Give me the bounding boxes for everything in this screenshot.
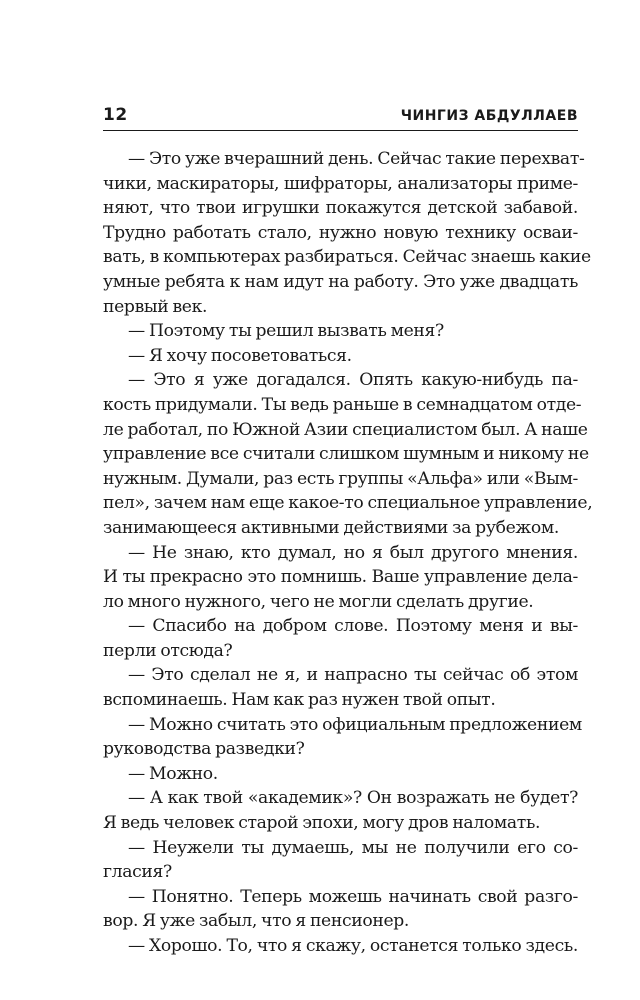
text-line: — Хорошо. То, что я скажу, останется только здесь. bbox=[128, 936, 578, 956]
running-head-author: ЧИНГИЗ АБДУЛЛАЕВ bbox=[400, 108, 578, 124]
text-line: нужным. Думали, раз есть группы «Альфа» или «Вым- bbox=[103, 468, 578, 489]
text-line: — Понятно. Теперь можешь начинать свой разго- bbox=[128, 886, 578, 907]
text-line: — Можно. bbox=[128, 763, 218, 784]
text-line: перли отсюда? bbox=[103, 640, 233, 661]
text-line: чики, маскираторы, шифраторы, анализаторы приме- bbox=[103, 173, 578, 194]
text-line: пел», зачем нам еще какое-то специальное управление, bbox=[103, 493, 593, 514]
text-line: — Это сделал не я, и напрасно ты сейчас об этом bbox=[128, 665, 578, 686]
header-rule bbox=[103, 130, 578, 131]
text-line: ле работал, по Южной Азии специалистом был. А наше bbox=[103, 419, 588, 440]
text-line: — Неужели ты думаешь, мы не получили его со- bbox=[128, 837, 578, 858]
text-line: няют, что твои игрушки покажутся детской забавой. bbox=[103, 198, 578, 219]
text-line: первый век. bbox=[103, 296, 208, 317]
text-line: занимающееся активными действиями за рубежом. bbox=[103, 517, 559, 538]
text-line: руководства разведки? bbox=[103, 739, 305, 760]
text-line: — А как твой «академик»? Он возражать не будет? bbox=[128, 788, 578, 809]
text-line: Трудно работать стало, нужно новую технику осваи- bbox=[103, 222, 578, 243]
text-line: гласия? bbox=[103, 862, 172, 883]
text-line: умные ребята к нам идут на работу. Это уже двадцать bbox=[103, 271, 578, 292]
text-line: — Я хочу посоветоваться. bbox=[128, 345, 352, 366]
text-line: вор. Я уже забыл, что я пенсионер. bbox=[103, 911, 410, 932]
text-line: ло много нужного, чего не могли сделать другие. bbox=[103, 591, 534, 612]
text-line: управление все считали слишком шумным и никому не bbox=[103, 444, 589, 465]
running-head bbox=[103, 104, 578, 130]
text-line: вспоминаешь. Нам как раз нужен твой опыт. bbox=[103, 690, 496, 711]
text-line: — Не знаю, кто думал, но я был другого мнения. bbox=[128, 542, 578, 563]
text-line: — Это я уже догадался. Опять какую-нибудь па- bbox=[128, 370, 578, 391]
text-line: вать, в компьютерах разбираться. Сейчас знаешь какие bbox=[103, 247, 591, 268]
text-line: — Это уже вчерашний день. Сейчас такие перехват- bbox=[128, 149, 585, 169]
text-line: — Спасибо на добром слове. Поэтому меня и вы- bbox=[128, 616, 578, 637]
page-number: 12 bbox=[103, 105, 128, 125]
text-line: Я ведь человек старой эпохи, могу дров наломать. bbox=[103, 813, 541, 834]
text-line: кость придумали. Ты ведь раньше в семнадцатом отде- bbox=[103, 394, 582, 415]
text-line: И ты прекрасно это помнишь. Ваше управление дела- bbox=[103, 567, 578, 588]
text-line: — Можно считать это официальным предложением bbox=[128, 714, 582, 735]
text-line: — Поэтому ты решил вызвать меня? bbox=[128, 321, 444, 342]
body-text bbox=[103, 147, 593, 959]
